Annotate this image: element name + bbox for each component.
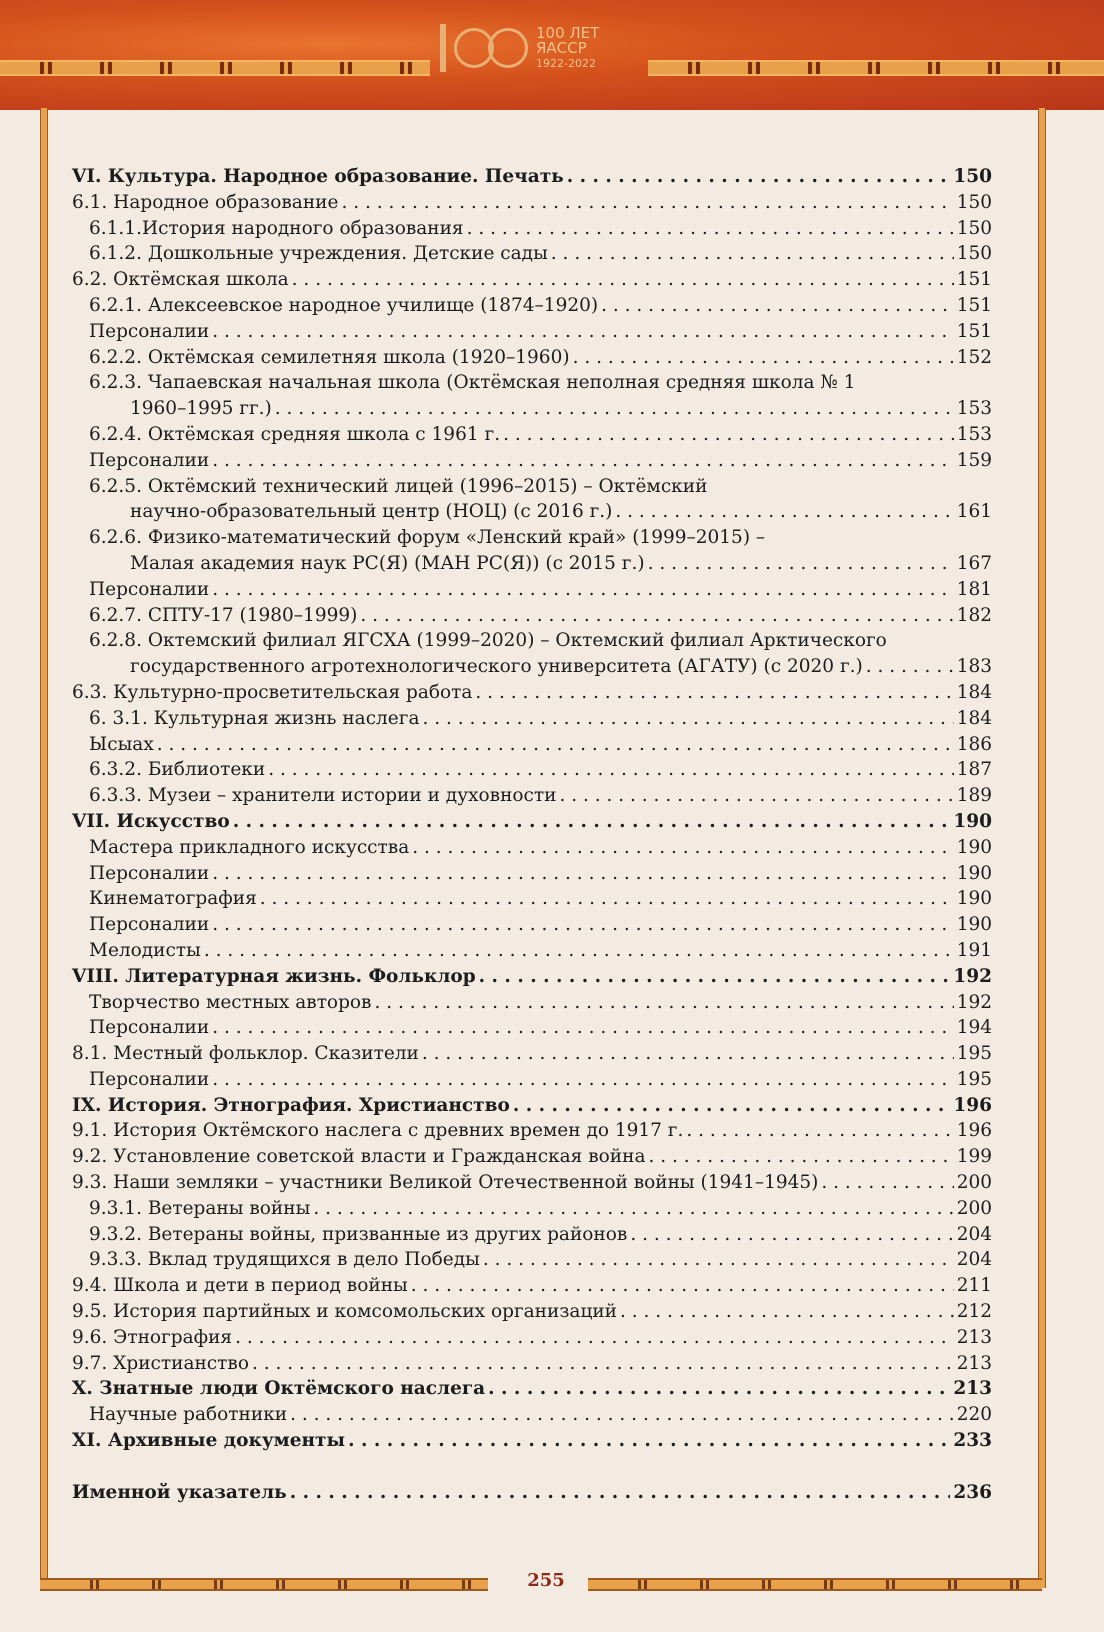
toc-entry[interactable]	[72, 476, 992, 502]
toc-entry-title: 6.2.6. Физико-математический форум «Ленский край» (1999–2015) –	[89, 527, 766, 549]
logo-text-line2: ЯАССР	[536, 38, 587, 57]
toc-entry-title: 6.1.1.История народного образования	[89, 217, 464, 239]
dot-leader	[204, 940, 954, 961]
toc-entry-title: 9.3.1. Ветераны войны	[89, 1197, 311, 1219]
toc-entry-page: 167	[956, 552, 992, 574]
toc-entry[interactable]	[72, 1249, 992, 1275]
dot-leader	[212, 579, 953, 600]
toc-entry[interactable]	[72, 295, 992, 321]
toc-entry[interactable]	[72, 192, 992, 218]
frame-right	[1038, 108, 1046, 1588]
toc-entry-title: Именной указатель	[72, 1481, 287, 1503]
toc-entry[interactable]	[72, 1198, 992, 1224]
toc-entry[interactable]	[72, 1172, 992, 1198]
toc-entry[interactable]	[72, 424, 992, 450]
toc-entry-title: Мелодисты	[89, 939, 201, 961]
page-number: 255	[527, 1570, 565, 1591]
toc-entry[interactable]	[72, 682, 992, 708]
dot-leader	[475, 682, 953, 703]
toc-entry[interactable]	[72, 321, 992, 347]
toc-entry[interactable]	[72, 398, 992, 424]
toc-entry-title: 6.3. Культурно-просветительская работа	[72, 681, 473, 703]
dot-leader	[252, 1353, 954, 1374]
toc-entry-title: 9.3.2. Ветераны войны, призванные из других районов	[89, 1223, 628, 1245]
toc-entry-page: 190	[956, 888, 992, 910]
toc-entry-title: 6.2.2. Октёмская семилетняя школа (1920–1960)	[89, 346, 570, 368]
toc-entry-title: VI. Культура. Народное образование. Печать	[72, 166, 564, 187]
dot-leader	[479, 966, 951, 987]
toc-entry-title: Персоналии	[89, 1068, 210, 1090]
toc-entry[interactable]	[72, 1482, 992, 1508]
toc-entry-title: 6.2.1. Алексеевское народное училище (1874–1920)	[89, 294, 599, 316]
frame-bottom-right	[588, 1578, 1042, 1591]
logo-text-line1: 100 ЛЕТ	[536, 23, 600, 42]
toc-entry-title: 1960–1995 гг.)	[130, 398, 272, 420]
toc-entry[interactable]	[72, 1224, 992, 1250]
toc-entry-page: 204	[956, 1223, 992, 1245]
toc-entry-page: 200	[956, 1197, 992, 1219]
toc-entry[interactable]	[72, 1043, 992, 1069]
toc-entry[interactable]	[72, 940, 992, 966]
toc-entry[interactable]	[72, 785, 992, 811]
toc-entry[interactable]	[72, 450, 992, 476]
toc-entry-page: 151	[956, 294, 992, 316]
dot-leader	[348, 1430, 950, 1451]
frame-left	[40, 108, 48, 1588]
dot-leader	[290, 1404, 954, 1425]
toc-entry-title: Персоналии	[89, 449, 210, 471]
toc-entry-page: 152	[956, 346, 992, 368]
dot-leader	[601, 295, 954, 316]
toc-entry-page: 191	[956, 939, 992, 961]
toc-entry-title: Кинематография	[89, 888, 257, 910]
table-of-contents	[72, 166, 992, 1507]
toc-entry[interactable]	[72, 166, 992, 192]
dot-leader	[212, 914, 953, 935]
toc-entry-page: 236	[953, 1481, 992, 1503]
toc-entry[interactable]	[72, 243, 992, 269]
toc-entry-title: 6.2. Октёмская школа	[72, 269, 289, 291]
dot-leader	[467, 218, 954, 239]
toc-entry-page: 192	[956, 991, 992, 1013]
toc-entry-page: 190	[956, 862, 992, 884]
toc-entry-title: Персоналии	[89, 862, 210, 884]
toc-entry-title: Ысыах	[89, 733, 154, 755]
dot-leader	[235, 1327, 954, 1348]
dot-leader	[503, 424, 954, 445]
toc-entry-title: Персоналии	[89, 1017, 210, 1039]
toc-entry[interactable]	[72, 501, 992, 527]
toc-entry-title: 9.5. История партийных и комсомольских организаций	[72, 1301, 618, 1323]
dot-leader	[212, 321, 953, 342]
dot-leader	[648, 553, 954, 574]
toc-entry[interactable]	[72, 1430, 992, 1456]
dot-leader	[374, 992, 953, 1013]
toc-entry-page: 181	[956, 578, 992, 600]
toc-entry[interactable]	[72, 1301, 992, 1327]
toc-entry[interactable]	[72, 1069, 992, 1095]
toc-entry-page: 199	[956, 1146, 992, 1168]
toc-entry-page: 195	[956, 1068, 992, 1090]
dot-leader	[422, 708, 953, 729]
toc-entry-page: 196	[953, 1094, 992, 1116]
toc-entry[interactable]	[72, 1353, 992, 1379]
toc-entry[interactable]	[72, 1327, 992, 1353]
toc-entry-page: 150	[956, 217, 992, 239]
toc-entry-page: 182	[956, 604, 992, 626]
toc-entry-page: 153	[956, 423, 992, 445]
toc-entry-title: XI. Архивные документы	[72, 1430, 346, 1452]
dot-leader	[411, 1275, 954, 1296]
toc-entry-title: 6.3.3. Музеи – хранители истории и духовности	[89, 785, 557, 807]
toc-entry[interactable]	[72, 811, 992, 837]
toc-entry[interactable]	[72, 708, 992, 734]
dot-leader	[290, 1482, 951, 1503]
toc-entry[interactable]	[72, 863, 992, 889]
toc-entry[interactable]	[72, 347, 992, 373]
dot-leader	[630, 1224, 953, 1245]
toc-entry[interactable]	[72, 527, 992, 553]
toc-entry-title: Персоналии	[89, 320, 210, 342]
toc-entry-page: 161	[956, 501, 992, 523]
toc-entry-title: VIII. Литературная жизнь. Фольклор	[72, 965, 476, 987]
dot-leader	[341, 192, 953, 213]
toc-entry-page: 151	[956, 320, 992, 342]
toc-entry-page: 184	[956, 707, 992, 729]
toc-entry-title: 9.3. Наши земляки – участники Великой Отечественной войны (1941–1945)	[72, 1172, 819, 1194]
toc-entry-title: 6.2.4. Октёмская средняя школа с 1961 г.	[89, 423, 501, 445]
dot-leader	[821, 1172, 953, 1193]
toc-entry[interactable]	[72, 1017, 992, 1043]
toc-entry[interactable]	[72, 759, 992, 785]
toc-entry-title: государственного агротехнологического университета (АГАТУ) (с 2020 г.)	[130, 656, 863, 678]
toc-entry[interactable]	[72, 1378, 992, 1404]
toc-entry-page: 190	[956, 914, 992, 936]
toc-entry-title: 6.3.2. Библиотеки	[89, 759, 266, 781]
toc-entry-title: научно-образовательный центр (НОЦ) (с 2016 г.)	[130, 501, 613, 523]
toc-entry-title: Творчество местных авторов	[89, 991, 372, 1013]
toc-entry-page: 151	[956, 269, 992, 291]
dot-leader	[360, 605, 953, 626]
toc-entry-page: 211	[956, 1275, 992, 1297]
toc-entry-title: 9.4. Школа и дети в период войны	[72, 1275, 408, 1297]
dot-leader	[212, 1069, 953, 1090]
toc-entry[interactable]	[72, 837, 992, 863]
toc-entry-page: 186	[956, 733, 992, 755]
toc-entry-title: 9.7. Христианство	[72, 1352, 249, 1374]
toc-entry[interactable]	[72, 992, 992, 1018]
dot-leader	[866, 656, 954, 677]
toc-entry-title: 6.2.5. Октёмский технический лицей (1996–2015) – Октёмский	[89, 475, 708, 497]
toc-entry-page: 213	[956, 1326, 992, 1348]
dot-leader	[233, 811, 951, 832]
toc-entry[interactable]	[72, 734, 992, 760]
toc-entry-page: 204	[956, 1249, 992, 1271]
logo-text-line3: 1922-2022	[536, 56, 596, 70]
dot-leader	[559, 785, 953, 806]
dot-leader	[551, 243, 954, 264]
dot-leader	[686, 1120, 953, 1141]
ornament-band-right	[648, 60, 1104, 76]
dot-leader	[212, 863, 953, 884]
toc-entry-page: 183	[956, 656, 992, 678]
dot-leader	[648, 1146, 953, 1167]
toc-entry-page: 159	[956, 449, 992, 471]
toc-entry-title: Мастера прикладного искусства	[89, 836, 410, 858]
toc-entry-page: 194	[956, 1017, 992, 1039]
toc-entry[interactable]	[72, 1095, 992, 1121]
toc-entry-page: 200	[956, 1172, 992, 1194]
toc-entry-page: 220	[956, 1404, 992, 1426]
toc-entry[interactable]	[72, 579, 992, 605]
toc-entry-title: 6.2.8. Октемский филиал ЯГСХА (1999–2020) – Октемский филиал Арктического	[89, 630, 887, 652]
toc-entry-title: 8.1. Местный фольклор. Сказители	[72, 1043, 419, 1065]
dot-leader	[260, 888, 954, 909]
toc-entry[interactable]	[72, 269, 992, 295]
dot-leader	[615, 501, 953, 522]
toc-entry-page: 212	[956, 1301, 992, 1323]
toc-entry[interactable]	[72, 630, 992, 656]
toc-entry-page: 150	[956, 243, 992, 265]
toc-entry-page: 187	[956, 759, 992, 781]
dot-leader	[157, 734, 954, 755]
toc-entry-page: 196	[956, 1120, 992, 1142]
dot-leader	[567, 166, 951, 187]
toc-entry[interactable]	[72, 1275, 992, 1301]
dot-leader	[212, 450, 953, 471]
toc-entry-page: 150	[953, 166, 992, 187]
toc-entry-page: 195	[956, 1043, 992, 1065]
dot-leader	[483, 1249, 954, 1270]
toc-entry-title: 6.2.7. СПТУ-17 (1980–1999)	[89, 604, 358, 626]
dot-leader	[488, 1378, 950, 1399]
toc-entry-page: 192	[953, 965, 992, 987]
toc-entry-title: 6.1.2. Дошкольные учреждения. Детские сады	[89, 243, 548, 265]
toc-entry-title: Научные работники	[89, 1404, 288, 1426]
dot-leader	[212, 1017, 953, 1038]
toc-entry-title: IX. История. Этнография. Христианство	[72, 1094, 510, 1116]
toc-entry-title: 9.3.3. Вклад трудящихся в дело Победы	[89, 1249, 480, 1271]
toc-entry-page: 150	[956, 191, 992, 213]
dot-leader	[513, 1095, 951, 1116]
toc-entry[interactable]	[72, 1404, 992, 1430]
toc-entry-title: 6. 3.1. Культурная жизнь наслега	[89, 707, 420, 729]
toc-entry-page: 190	[956, 836, 992, 858]
dot-leader	[275, 398, 954, 419]
dot-leader	[620, 1301, 954, 1322]
toc-entry-page: 213	[956, 1352, 992, 1374]
toc-entry[interactable]	[72, 914, 992, 940]
toc-entry[interactable]	[72, 218, 992, 244]
frame-bottom-left	[40, 1578, 488, 1591]
toc-entry-title: Малая академия наук РС(Я) (МАН РС(Я)) (с 2015 г.)	[130, 552, 645, 574]
toc-entry[interactable]	[72, 656, 992, 682]
toc-entry-title: 6.2.3. Чапаевская начальная школа (Октёмская неполная средняя школа № 1	[89, 372, 856, 394]
dot-leader	[412, 837, 953, 858]
anniversary-logo	[440, 24, 599, 72]
toc-entry-page: 189	[956, 785, 992, 807]
toc-entry[interactable]	[72, 372, 992, 398]
toc-entry-page: 190	[953, 810, 992, 832]
dot-leader	[313, 1198, 953, 1219]
toc-entry[interactable]	[72, 966, 992, 992]
dot-leader	[422, 1043, 954, 1064]
dot-leader	[292, 269, 954, 290]
toc-entry-page: 153	[956, 398, 992, 420]
toc-entry-title: 6.1. Народное образование	[72, 191, 339, 213]
toc-entry-page: 213	[953, 1378, 992, 1400]
toc-entry-page: 233	[953, 1430, 992, 1452]
dot-leader	[268, 759, 953, 780]
toc-entry-title: Персоналии	[89, 914, 210, 936]
header-banner	[0, 0, 1104, 110]
toc-entry[interactable]	[72, 553, 992, 579]
dot-leader	[573, 347, 954, 368]
toc-entry-title: 9.2. Установление советской власти и Гражданская война	[72, 1146, 646, 1168]
toc-entry[interactable]	[72, 888, 992, 914]
toc-entry-title: VII. Искусство	[72, 810, 230, 832]
toc-entry-title: 9.6. Этнография	[72, 1326, 233, 1348]
toc-entry[interactable]	[72, 1120, 992, 1146]
toc-entry[interactable]	[72, 1146, 992, 1172]
ornament-band-left	[0, 60, 430, 76]
toc-entry-title: X. Знатные люди Октёмского наслега	[72, 1378, 486, 1400]
toc-entry[interactable]	[72, 605, 992, 631]
toc-entry-page: 184	[956, 681, 992, 703]
toc-entry-title: Персоналии	[89, 578, 210, 600]
toc-entry-title: 9.1. История Октёмского наслега с древних времен до 1917 г.	[72, 1120, 684, 1142]
